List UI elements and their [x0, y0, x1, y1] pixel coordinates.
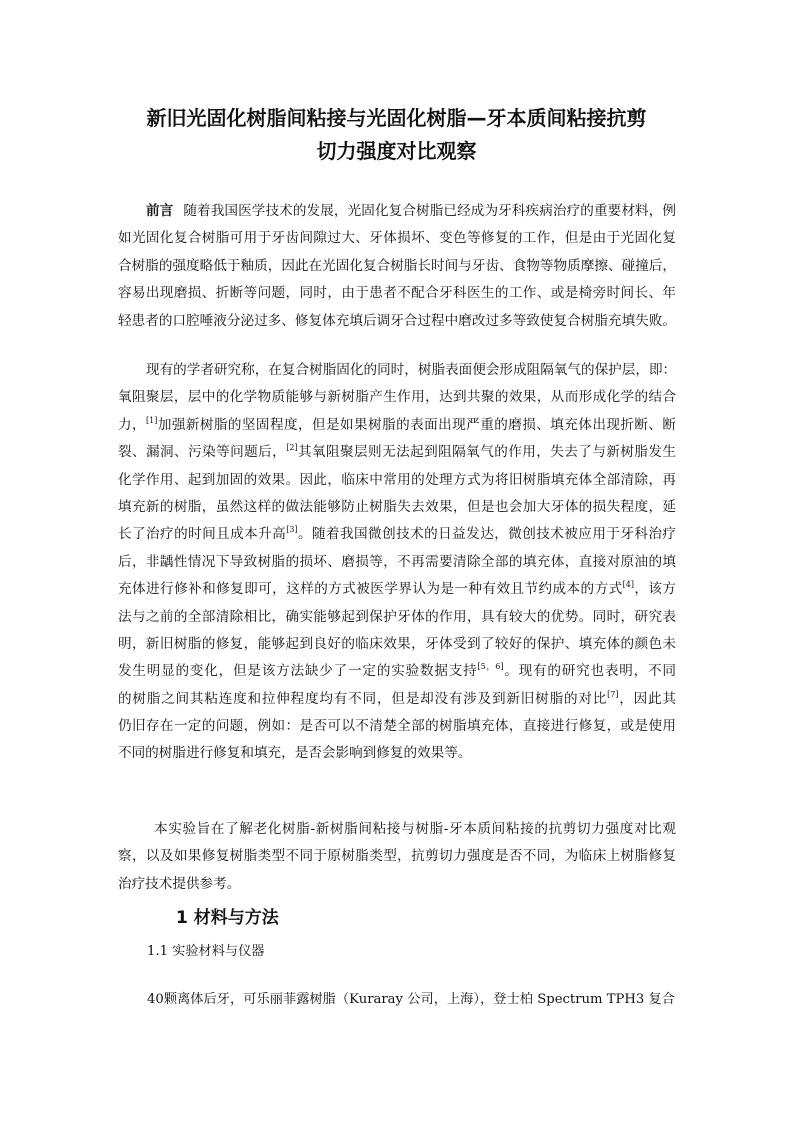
paragraph-line: 仍旧存在一定的问题，例如：是否可以不清楚全部的树脂填充体，直接进行修复，或是使用 — [118, 718, 676, 735]
citation: [2] — [286, 443, 298, 453]
paper-title — [100, 102, 693, 168]
materials-paragraph: 40颗离体后牙，可乐丽菲露树脂（Kuraray 公司，上海），登士柏 Spectrum TPH3 复合 — [147, 992, 675, 1007]
paragraph-line: 法与之前的全部清除相比，确实能够起到保护牙体的作用，具有较大的优势。同时，研究表 — [118, 608, 676, 625]
intro-line: 前言 随着我国医学技术的发展，光固化复合树脂已经成为牙科疾病治疗的重要材料，例 — [146, 203, 676, 219]
paragraph-line: 充体进行修补和修复即可，这样的方式被医学界认为是一种有效且节约成本的方式[4]，该方 — [118, 580, 677, 598]
intro-line: 合树脂的强度略低于釉质，因此在光固化复合树脂长时间与牙齿、食物等物质摩擦、碰撞后， — [118, 257, 676, 274]
paragraph-line: 本实验旨在了解老化树脂-新树脂间粘接与树脂-牙本质间粘接的抗剪切力强度对比观 — [154, 821, 676, 837]
intro-line: 如光固化复合树脂可用于牙齿间隙过大、牙体损坏、变色等修复的工作，但是由于光固化复 — [118, 230, 676, 247]
section-heading: 1 材料与方法 — [176, 908, 279, 928]
paragraph-line: 长了治疗的时间且成本升高[3]。随着我国微创技术的日益发达，微创技术被应用于牙科治疗 — [118, 525, 676, 543]
citation: [7] — [607, 689, 619, 699]
paragraph-line: 的树脂之间其粘连度和拉伸程度均有不同，但是却没有涉及到新旧树脂的对比[7]，因此其 — [118, 689, 677, 707]
paragraph-line: 治疗技术提供参考。 — [118, 875, 241, 892]
intro-paragraph — [118, 198, 676, 335]
paragraph-line: 察，以及如果修复树脂类型不同于原树脂类型，抗剪切力强度是否不同，为临床上树脂修复 — [118, 848, 676, 865]
intro-line: 轻患者的口腔唾液分泌过多、修复体充填后调牙合过程中磨改过多等致使复合树脂充填失败。 — [118, 312, 676, 329]
intro-line: 容易出现磨损、折断等问题，同时，由于患者不配合牙科医生的工作、或是椅旁时间长、年 — [118, 285, 676, 302]
paragraph-line: 填充新的树脂，虽然这样的做法能够防止树脂失去效果，但是也会加大牙体的损失程度，延 — [118, 498, 676, 515]
citation: [5，6] — [477, 662, 504, 672]
paragraph-line: 裂、漏洞、污染等问题后，[2]其氧阻聚层则无法起到阻隔氧气的作用，失去了与新树脂发生 — [118, 443, 676, 461]
paragraph-line: 后，非龋性情况下导致树脂的损坏、磨损等，不再需要清除全部的填充体，直接对原油的填 — [118, 553, 676, 570]
citation: [1] — [146, 415, 158, 425]
aim-paragraph — [118, 816, 676, 898]
subsection-heading: 1.1 实验材料与仪器 — [147, 944, 265, 959]
title-line-2: 切力强度对比观察 — [316, 139, 477, 163]
title-line-1: 新旧光固化树脂间粘接与光固化树脂—牙本质间粘接抗剪 — [146, 106, 647, 130]
paragraph-line: 化学作用、起到加固的效果。因此，临床中常用的处理方式为将旧树脂填充体全部清除，再 — [118, 471, 676, 488]
research-paragraph — [118, 357, 676, 768]
paragraph-line: 力，[1]加强新树脂的坚固程度，但是如果树脂的表面出现严重的磨损、填充体出现折断、断 — [118, 415, 677, 433]
citation: [4] — [622, 580, 634, 590]
paragraph-line: 现有的学者研究称，在复合树脂固化的同时，树脂表面便会形成阻隔氧气的保护层，即： — [146, 362, 677, 378]
paragraph-line: 氧阻聚层，层中的化学物质能够与新树脂产生作用，达到共聚的效果，从而形成化学的结合 — [118, 389, 676, 406]
intro-lead: 前言 — [146, 203, 174, 219]
paragraph-line: 发生明显的变化，但是该方法缺少了一定的实验数据支持[5，6]。现有的研究也表明，不同 — [118, 662, 677, 680]
paragraph-line: 不同的树脂进行修复和填充，是否会影响到修复的效果等。 — [118, 745, 472, 762]
citation: [3] — [286, 525, 298, 535]
paragraph-line: 明，新旧树脂的修复，能够起到良好的临床效果，牙体受到了较好的保护、填充体的颜色未 — [118, 635, 676, 652]
